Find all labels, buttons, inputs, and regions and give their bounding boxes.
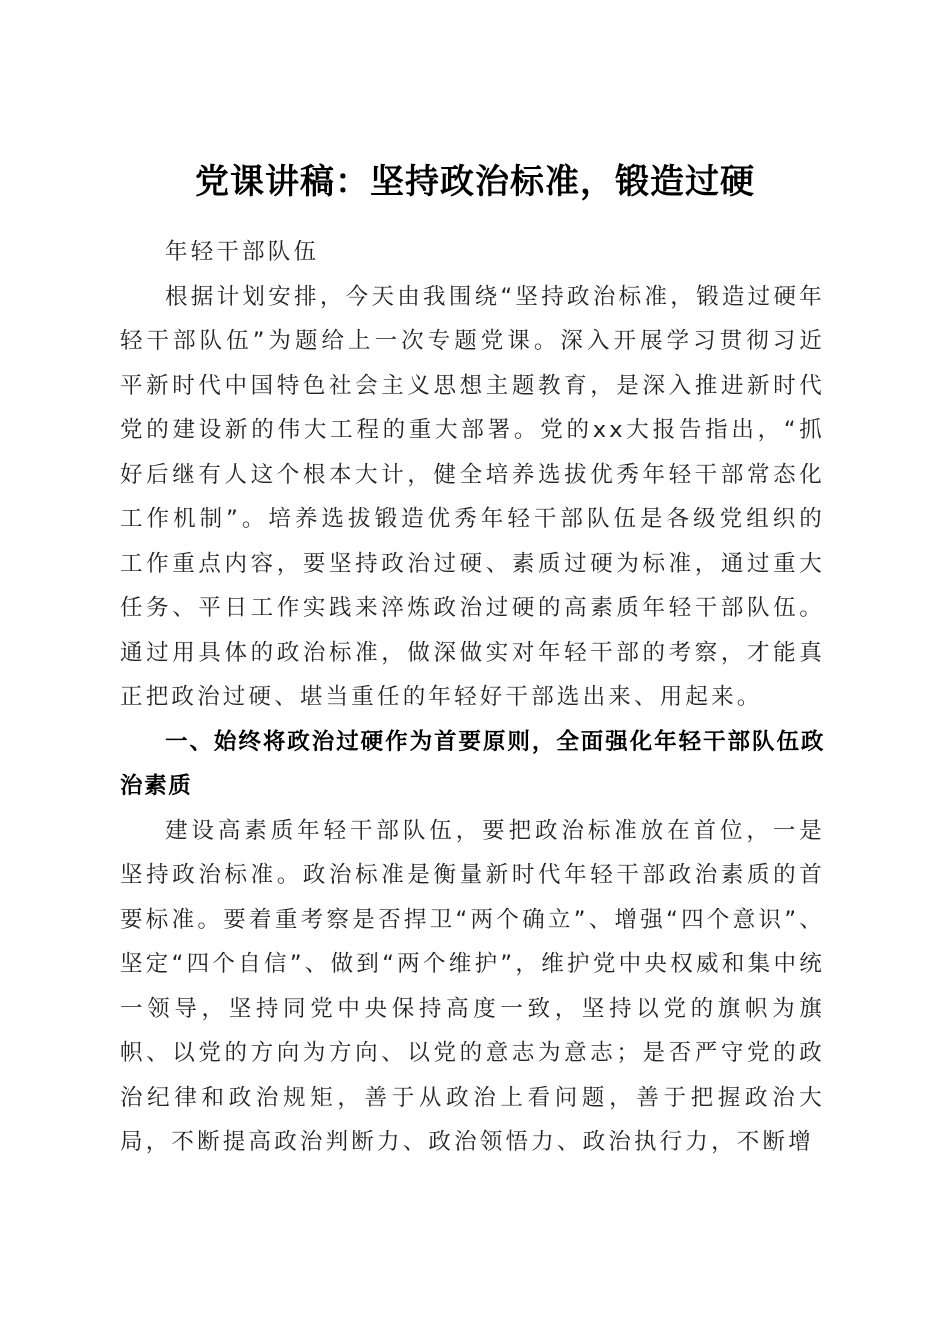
section-1-paragraph: 建设高素质年轻干部队伍，要把政治标准放在首位，一是坚持政治标准。政治标准是衡量新时代年轻干部政治素质的首要标准。要着重考察是否捍卫“两个确立”、增强“四个意识”、坚定“四个自信”、做到“两个维护”，维护党中央权威和集中统一领导，坚持同党中央保持高度一致，坚持以党的旗帜为旗帜、以党的方向为方向、以党的意志为意志；是否严守党的政治纪律和政治规矩，善于从政治上看问题，善于把握政治大局，不断提高政治判断力、政治领悟力、政治执行力，不断增 — [120, 817, 825, 1155]
title-continuation-paragraph: 年轻干部队伍 — [165, 239, 320, 265]
document-title: 党课讲稿：坚持政治标准，锻造过硬 — [195, 161, 755, 202]
intro-paragraph: 根据计划安排，今天由我围绕“坚持政治标准，锻造过硬年轻干部队伍”为题给上一次专题党课。深入开展学习贯彻习近平新时代中国特色社会主义思想主题教育，是深入推进新时代党的建设新的伟大工程的重大部署。党的xx大报告指出，“抓好后继有人这个根本大计，健全培养选拔优秀年轻干部常态化工作机制”。培养选拔锻造优秀年轻干部队伍是各级党组织的工作重点内容，要坚持政治过硬、素质过硬为标准，通过重大任务、平日工作实践来淬炼政治过硬的高素质年轻干部队伍。通过用具体的政治标准，做深做实对年轻干部的考察，才能真正把政治过硬、堪当重任的年轻好干部选出来、用起来。 — [120, 283, 825, 710]
section-heading-1: 一、始终将政治过硬作为首要原则，全面强化年轻干部队伍政治素质 — [120, 728, 825, 799]
document-body — [120, 230, 825, 1165]
